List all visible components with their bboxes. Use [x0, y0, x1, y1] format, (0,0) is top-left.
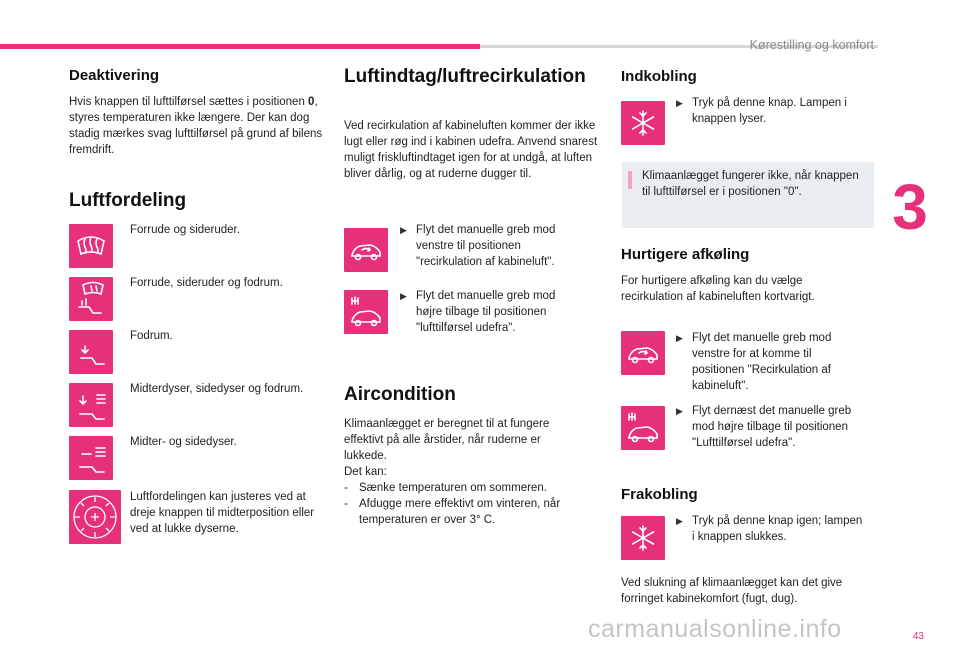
windshield-defrost-icon: [69, 224, 113, 268]
page-number: 43: [912, 631, 924, 642]
luftindtag-step: ▶ Flyt det manuelle greb mod højre tilbage til positionen "lufttilførsel udefra".: [400, 290, 556, 334]
hurtigere-step: ▶ Flyt dernæst det manuelle greb mod højre tilbage til positionen "Lufttilførsel udefra".: [676, 405, 852, 449]
recirculation-icon: [344, 228, 388, 272]
triangle-bullet-icon: ▶: [676, 516, 683, 526]
distribution-dial-icon: [69, 490, 121, 544]
triangle-bullet-icon: ▶: [676, 98, 683, 108]
info-note: [622, 162, 874, 228]
luftfordeling-item-label: Fodrum.: [130, 330, 173, 342]
luftfordeling-item-label: Forrude og sideruder.: [130, 224, 240, 236]
triangle-bullet-icon: ▶: [676, 333, 683, 343]
heading-luftfordeling: Luftfordeling: [69, 190, 187, 211]
windshield-feet-icon: [69, 277, 113, 321]
header-accent-bar: [0, 44, 480, 49]
list-item: - Sænke temperaturen om sommeren.: [344, 480, 584, 496]
heading-aircondition: Aircondition: [344, 384, 456, 405]
hurtigere-step: ▶ Flyt det manuelle greb mod venstre for at komme til positionen "Recirkulation af kabineluft".: [676, 332, 832, 392]
watermark: carmanualsonline.info: [588, 615, 842, 643]
fresh-air-icon: [344, 290, 388, 334]
ac-snowflake-icon: [621, 101, 665, 145]
chapter-number: 3: [892, 171, 928, 243]
frakobling-step: ▶ Tryk på denne knap igen; lampen i knappen slukkes.: [676, 515, 863, 543]
list-item: - Afdugge mere effektivt om vinteren, når temperaturen er over 3° C.: [344, 496, 584, 528]
heading-deaktivering: Deaktivering: [69, 67, 160, 84]
heading-luftindtag: Luftindtag/luftrecirkulation: [344, 66, 586, 87]
frakobling-text: Ved slukning af klimaanlægget kan det give forringet kabinekomfort (fugt, dug).: [621, 577, 843, 605]
ac-snowflake-icon: [621, 516, 665, 560]
running-title: Kørestilling og komfort: [749, 38, 874, 52]
luftindtag-step: ▶ Flyt det manuelle greb mod venstre til positionen "recirkulation af kabineluft".: [400, 224, 556, 268]
center-side-vents-icon: [69, 436, 113, 480]
feet-icon: [69, 330, 113, 374]
luftfordeling-item-label: Forrude, sideruder og fodrum.: [130, 277, 283, 289]
luftfordeling-item-label: Midterdyser, sidedyser og fodrum.: [130, 383, 304, 395]
luftfordeling-item-label: Luftfordelingen kan justeres ved at dreje knappen til midterposition eller ved at lukke dyserne.: [130, 491, 315, 535]
triangle-bullet-icon: ▶: [400, 225, 407, 235]
indkobling-step: ▶ Tryk på denne knap. Lampen i knappen lyser.: [676, 97, 847, 125]
heading-indkobling: Indkobling: [621, 68, 697, 85]
aircondition-text: Klimaanlægget er beregnet til at fungere effektivt på alle årstider, når ruderne er lukkede. Det kan: - Sænke temperaturen om sommeren. - Afdugge mere effektivt om vinteren, når temperaturen er over 3° C.: [344, 416, 584, 528]
info-icon: [628, 171, 632, 189]
triangle-bullet-icon: ▶: [676, 406, 683, 416]
info-note-text: Klimaanlægget fungerer ikke, når knappen til lufttilførsel er i positionen "0".: [642, 170, 859, 198]
luftindtag-text: Ved recirkulation af kabineluften kommer der ikke lugt eller røg ind i kabinen udefra. Anvend snarest muligt friskluftindtaget igen for at undgå, at luften bliver dårlig, og at ruderne dugger til.: [344, 120, 598, 180]
heading-frakobling: Frakobling: [621, 486, 698, 503]
heading-hurtigere: Hurtigere afkøling: [621, 246, 750, 263]
fresh-air-icon: [621, 406, 665, 450]
center-side-feet-icon: [69, 383, 113, 427]
recirculation-icon: [621, 331, 665, 375]
deaktivering-text: Hvis knappen til lufttilførsel sættes i positionen 0, styres temperaturen ikke længere. Der kan dog stadig mærkes svag lufttilførsel på grund af bilens fremdrift.: [69, 96, 323, 156]
hurtigere-text: For hurtigere afkøling kan du vælge recirkulation af kabineluften kortvarigt.: [621, 275, 815, 303]
triangle-bullet-icon: ▶: [400, 291, 407, 301]
luftfordeling-item-label: Midter- og sidedyser.: [130, 436, 237, 448]
